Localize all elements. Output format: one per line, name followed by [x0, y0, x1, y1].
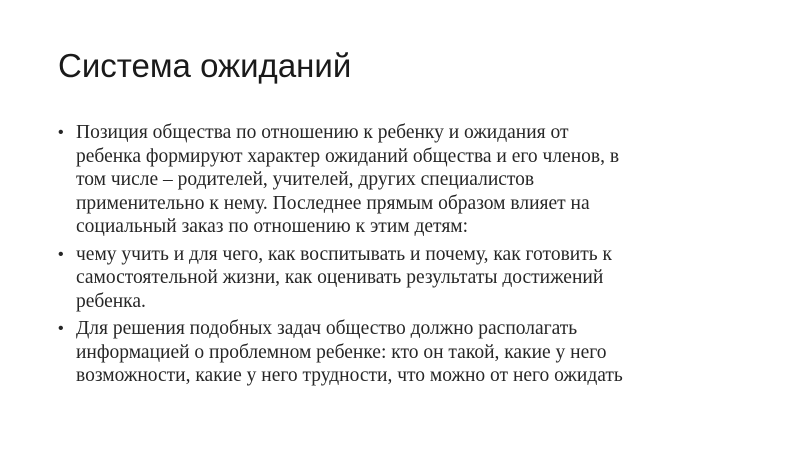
bullet-line: чему учить и для чего, как воспитывать и почему, как готовить к	[76, 243, 612, 265]
bullet-line: применительно к нему. Последнее прямым образом влияет на	[76, 192, 590, 214]
bullet-text-1	[76, 121, 748, 239]
bullet-text-3	[76, 317, 748, 388]
bullet-item-3	[58, 317, 748, 388]
bullet-line: ребенка формируют характер ожиданий общества и его членов, в	[76, 145, 620, 167]
bullet-dot-icon: •	[58, 245, 64, 263]
bullet-line: ребенка.	[76, 290, 146, 312]
slide-title: Система ожиданий	[58, 47, 352, 84]
bullet-line: самостоятельной жизни, как оценивать результаты достижений	[76, 267, 604, 288]
bullet-line: Позиция общества по отношению к ребенку и ожидания от	[76, 122, 569, 143]
bullet-dot-icon: •	[58, 320, 64, 337]
bullet-line: том числе – родителей, учителей, других специалистов	[76, 169, 535, 190]
bullet-dot-icon: •	[58, 124, 64, 141]
bullet-item-2	[58, 243, 748, 314]
bullet-line: Для решения подобных задач общество должно располагать	[76, 318, 578, 339]
bullet-item-1	[58, 121, 748, 239]
bullet-line: социальный заказ по отношению к этим детям:	[76, 216, 469, 237]
bullet-line: информацией о проблемном ребенке: кто он такой, какие у него	[76, 341, 607, 363]
bullet-text-2	[76, 243, 748, 314]
bullet-line: возможности, какие у него трудности, что можно от него ожидать	[76, 365, 623, 386]
bullet-list	[58, 121, 748, 392]
